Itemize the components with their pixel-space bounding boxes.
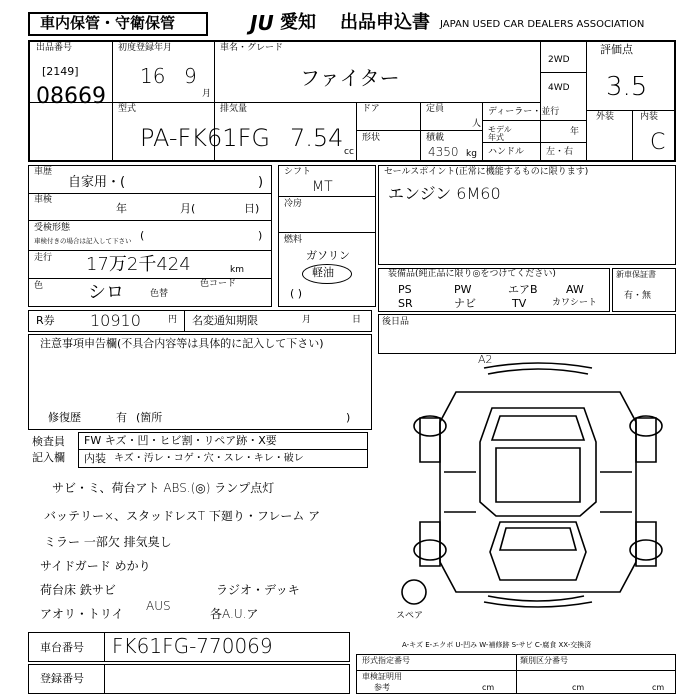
exterior-label: 外装: [596, 112, 615, 122]
registration-label: 登録番号: [40, 672, 84, 685]
recycle-unit: 円: [168, 315, 178, 325]
storage-label: 車内保管・守衛保管: [40, 14, 176, 32]
color-change-label: 色替: [150, 289, 169, 299]
displacement-unit: cc: [344, 147, 354, 157]
drive-4wd: 4WD: [548, 83, 570, 93]
cm-unit-3: cm: [652, 683, 665, 692]
recycle-label: R券: [36, 314, 55, 327]
car-damage-diagram: [400, 352, 676, 620]
interior-score: C: [650, 130, 666, 155]
sales-point-value: エンジン 6M60: [388, 184, 501, 203]
equipment-pw: PW: [454, 283, 472, 296]
car-name-label: 車名・グレード: [220, 43, 284, 53]
first-reg-year: 16: [140, 64, 166, 88]
inspection-year: 年: [116, 202, 127, 215]
inspector-label-1: 検査員: [32, 435, 65, 448]
model-value: PA-FK61FG: [140, 124, 270, 152]
model-label: 型式: [118, 104, 137, 114]
color-code-label: 色コード: [200, 279, 237, 289]
chassis-value: FK61FG-770069: [112, 634, 273, 658]
repair-close: ): [346, 411, 351, 424]
door-label: ドア: [362, 104, 380, 114]
rear-items-label: 後日品: [382, 317, 410, 327]
equipment-airbag: エアB: [508, 283, 538, 296]
class-label: 類別区分番号: [520, 656, 568, 665]
note-line-6: アオリ・トリイ: [40, 607, 124, 621]
form-title: 出品申込書: [340, 12, 430, 33]
new-warranty-label: 新車保証書: [616, 270, 656, 279]
inspection-day: 日): [244, 202, 260, 215]
first-reg-month-unit: 月: [202, 89, 212, 99]
load-value: 4350: [428, 145, 459, 159]
inspection-month: 月(: [180, 202, 196, 215]
note-line-8: AUS: [146, 599, 171, 613]
displacement-label: 排気量: [220, 104, 248, 114]
shape-label: 形状: [362, 133, 381, 143]
repair-label: 修復歴: [48, 411, 81, 424]
ac-label: 冷房: [284, 199, 303, 209]
drive-2wd: 2WD: [548, 55, 570, 65]
mileage-label: 走行: [34, 253, 53, 263]
inspector-label-2: 記入欄: [32, 451, 65, 464]
equipment-tv: TV: [512, 297, 527, 310]
color-value: シロ: [88, 282, 124, 303]
equipment-ps: PS: [398, 283, 412, 296]
notice-month: 月: [302, 315, 312, 325]
front-marker: A2: [478, 353, 493, 366]
org-name: 愛知: [280, 12, 316, 33]
remarks-label: 注意事項申告欄(不具合内容等は具体的に記入して下さい): [40, 337, 324, 350]
equipment-sr: SR: [398, 297, 413, 310]
note-line-2: バッテリー×、スタッドレスT 下廻り・フレーム ア: [44, 509, 321, 523]
equipment-leather: カワシート: [552, 298, 598, 308]
note-line-7: ラジオ・デッキ: [216, 583, 300, 597]
score-value: 3.5: [606, 72, 648, 102]
first-reg-label: 初度登録年月: [118, 43, 173, 53]
inspection-label: 車検: [34, 195, 53, 205]
model-year-unit: 年: [570, 127, 580, 137]
mileage-value: 17万2千424: [86, 254, 191, 275]
lot-label: 出品番号: [36, 43, 73, 53]
handle-opts: 左・右: [546, 147, 574, 157]
receive-note: 車検付きの場合は記入して下さい: [34, 237, 132, 245]
model-year-label: モデル年式: [488, 125, 512, 142]
fuel-label: 燃料: [284, 235, 303, 245]
ju-logo: JU: [250, 11, 274, 35]
assoc-name: JAPAN USED CAR DEALERS ASSOCIATION: [440, 19, 645, 30]
recycle-value: 10910: [90, 311, 141, 330]
inspector-int-row: キズ・汚レ・コゲ・穴・スレ・キレ・破レ: [114, 453, 304, 464]
capacity-label: 定員: [426, 104, 445, 114]
equipment-label: 装備品(純正品に限り◎をつけてください): [388, 269, 556, 279]
first-reg-month: 9: [184, 64, 197, 88]
receive-label: 受検形態: [34, 223, 71, 233]
note-line-1: サビ・ミ、荷台アト ABS.(◎) ランプ点灯: [52, 481, 275, 495]
inspector-fw-row: FW キズ・凹・ヒビ割・リペア跡・X要: [84, 434, 277, 447]
equipment-aw: AW: [566, 283, 584, 296]
sales-point-label: セールスポイント(正常に機能するものに限ります): [384, 167, 589, 177]
handle-label: ハンドル: [488, 147, 525, 157]
shift-value: MT: [312, 179, 333, 195]
damage-legend: A-キズ E-エクボ U-凹み W-補修跡 S-サビ C-腐食 XX-交換済: [402, 641, 592, 649]
note-line-4: サイドガード めかり: [40, 559, 151, 573]
chassis-label: 車台番号: [40, 641, 84, 654]
car-name-value: ファイター: [300, 66, 400, 90]
fuel-diesel: 軽油: [312, 266, 334, 279]
history-close: ): [258, 175, 264, 190]
shift-label: シフト: [284, 167, 312, 177]
sales-point-box: [378, 165, 676, 265]
capacity-unit: 人: [472, 119, 482, 129]
receive-close: ): [258, 229, 263, 242]
format-spec-label: 形式指定番号: [362, 656, 410, 665]
repair-place: (箇所: [136, 411, 163, 424]
dealer-label: ディーラー・並行: [488, 107, 560, 117]
interior-label: 内装: [640, 112, 659, 122]
mileage-unit: km: [230, 265, 244, 275]
new-warranty-opts: 有・無: [624, 291, 652, 301]
lot-number: 08669: [36, 84, 106, 109]
top-grid: [28, 40, 676, 162]
lot-sub-number: [2149]: [42, 65, 79, 78]
fuel-gasoline: ガソリン: [306, 249, 350, 262]
note-line-3: ミラー 一部欠 排気臭し: [44, 535, 172, 549]
color-label: 色: [34, 281, 44, 291]
load-unit: kg: [466, 149, 477, 159]
cm-unit-1: cm: [482, 683, 495, 692]
cm-unit-2: cm: [572, 683, 585, 692]
score-label: 評価点: [600, 43, 633, 56]
spare-label: スペア: [396, 611, 424, 621]
note-line-9: 各A.U.ア: [210, 607, 259, 621]
vehicle-cert-label: 車検証明用: [362, 672, 402, 681]
ref-label: 参考: [374, 683, 390, 692]
receive-open: (: [140, 229, 145, 242]
history-label: 車歴: [34, 167, 53, 177]
displacement-value: 7.54: [290, 124, 344, 152]
rear-items-box: [378, 314, 676, 354]
equipment-navi: ナビ: [454, 297, 476, 310]
load-label: 積載: [426, 133, 445, 143]
fuel-other: ( ): [290, 287, 303, 300]
repair-value: 有: [116, 411, 127, 424]
note-line-5: 荷台床 鉄サビ: [40, 583, 116, 597]
history-value: 自家用・(: [68, 175, 126, 190]
inspector-int-label: 内装: [84, 452, 106, 465]
notice-day: 日: [352, 315, 362, 325]
notice-label: 名変通知期限: [192, 314, 258, 327]
